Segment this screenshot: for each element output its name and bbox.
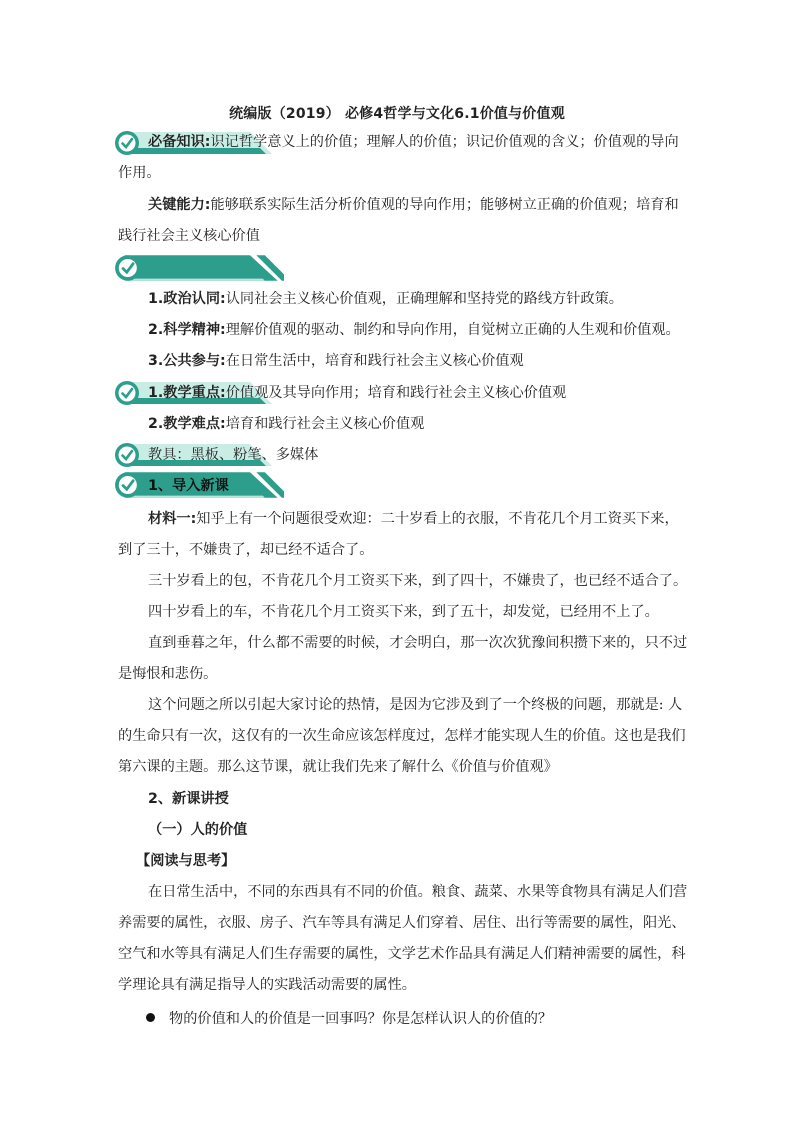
paragraph-line: 直到垂暮之年，什么都不需要的时候，才会明白，那一次次犹豫间积攒下来的，只不过 (148, 635, 688, 651)
material-one-text: 知乎上有一个问题很受欢迎：二十岁看上的衣服，不肯花几个月工资买下来， (196, 511, 679, 527)
paragraph-line: 在日常生活中，不同的东西具有不同的价值。粮食、蔬菜、水果等食物具有满足人们营 (148, 884, 688, 900)
key-ability-line (148, 195, 678, 215)
key-ability-text-cont: 践行社会主义核心价值 (118, 228, 260, 244)
reading-thinking-heading: 【阅读与思考】 (136, 853, 236, 869)
teaching-focus-line (148, 383, 566, 403)
essential-knowledge-text: 识记哲学意义上的价值；理解人的价值；识记价值观的含义；价值观的导向 (210, 134, 679, 150)
bullet-icon (146, 1013, 155, 1022)
section-intro-heading: 1、导入新课 (148, 478, 229, 494)
paragraph-line: 养需要的属性，衣服、房子、汽车等具有满足人们穿着、居住、出行等需要的属性，阳光、 (118, 915, 686, 931)
question-line (146, 1009, 706, 1029)
literacy-item-2-text: 理解价值观的驱动、制约和导向作用，自觉树立正确的人生观和价值观。 (225, 322, 680, 338)
material-one-label: 材料一: (148, 511, 197, 527)
teaching-focus-label: 1.教学重点: (148, 385, 226, 401)
paragraph-line: 是悔恨和悲伤。 (118, 666, 218, 682)
document-title: 统编版（2019） 必修4哲学与文化6.1价值与价值观 (229, 106, 565, 122)
paragraph-line: 的生命只有一次，这仅有的一次生命应该怎样度过，怎样才能实现人生的价值。这也是我们 (118, 728, 686, 744)
teaching-aids-text: 教具：黑板、粉笔、多媒体 (148, 447, 319, 463)
essential-knowledge-text-cont: 作用。 (118, 165, 161, 181)
paragraph-line: 三十岁看上的包，不肯花几个月工资买下来，到了四十，不嫌贵了，也已经不适合了。 (148, 573, 688, 589)
literacy-item-3-text: 在日常生活中，培育和践行社会主义核心价值观 (225, 353, 524, 369)
literacy-item-1-text: 认同社会主义核心价值观，正确理解和坚持党的路线方针政策。 (225, 291, 623, 307)
subsection-heading: （一）人的价值 (148, 822, 248, 838)
literacy-item-1 (148, 289, 678, 309)
key-ability-text: 能够联系实际生活分析价值观的导向作用；能够树立正确的价值观；培育和 (210, 197, 679, 213)
teaching-difficulty-label: 2.教学难点: (148, 416, 226, 432)
question-text: 物的价值和人的价值是一回事吗？你是怎样认识人的价值的？ (169, 1011, 553, 1027)
paragraph-line: 空气和水等具有满足人们生存需要的属性，文学艺术作品具有满足人们精神需要的属性，科 (118, 946, 686, 962)
teaching-difficulty-line (148, 414, 678, 434)
literacy-item-2-label: 2.科学精神: (148, 322, 226, 338)
literacy-item-3 (148, 351, 678, 371)
essential-knowledge-label: 必备知识: (148, 134, 211, 150)
paragraph-line: 这个问题之所以引起大家讨论的热情，是因为它涉及到了一个终极的问题，那就是: 人 (148, 697, 683, 713)
key-ability-label: 关键能力: (148, 197, 211, 213)
material-one-line (148, 509, 678, 529)
check-circle-icon (114, 252, 284, 284)
literacy-item-1-label: 1.政治认同: (148, 291, 226, 307)
teaching-focus-text: 价值观及其导向作用；培育和践行社会主义核心价值观 (225, 385, 567, 401)
section-new-lesson-heading: 2、新课讲授 (148, 791, 229, 807)
literacy-item-3-label: 3.公共参与: (148, 353, 226, 369)
paragraph-line: 第六课的主题。那么这节课，就让我们先来了解什么《价值与价值观》 (118, 759, 558, 775)
paragraph-line: 到了三十，不嫌贵了，却已经不适合了。 (118, 542, 374, 558)
paragraph-line: 四十岁看上的车，不肯花几个月工资买下来，到了五十，却发觉，已经用不上了。 (148, 604, 659, 620)
essential-knowledge-line (148, 132, 679, 152)
teaching-difficulty-text: 培育和践行社会主义核心价值观 (225, 416, 425, 432)
literacy-item-2 (148, 320, 678, 340)
paragraph-line: 学理论具有满足指导人的实践活动需要的属性。 (118, 977, 416, 993)
